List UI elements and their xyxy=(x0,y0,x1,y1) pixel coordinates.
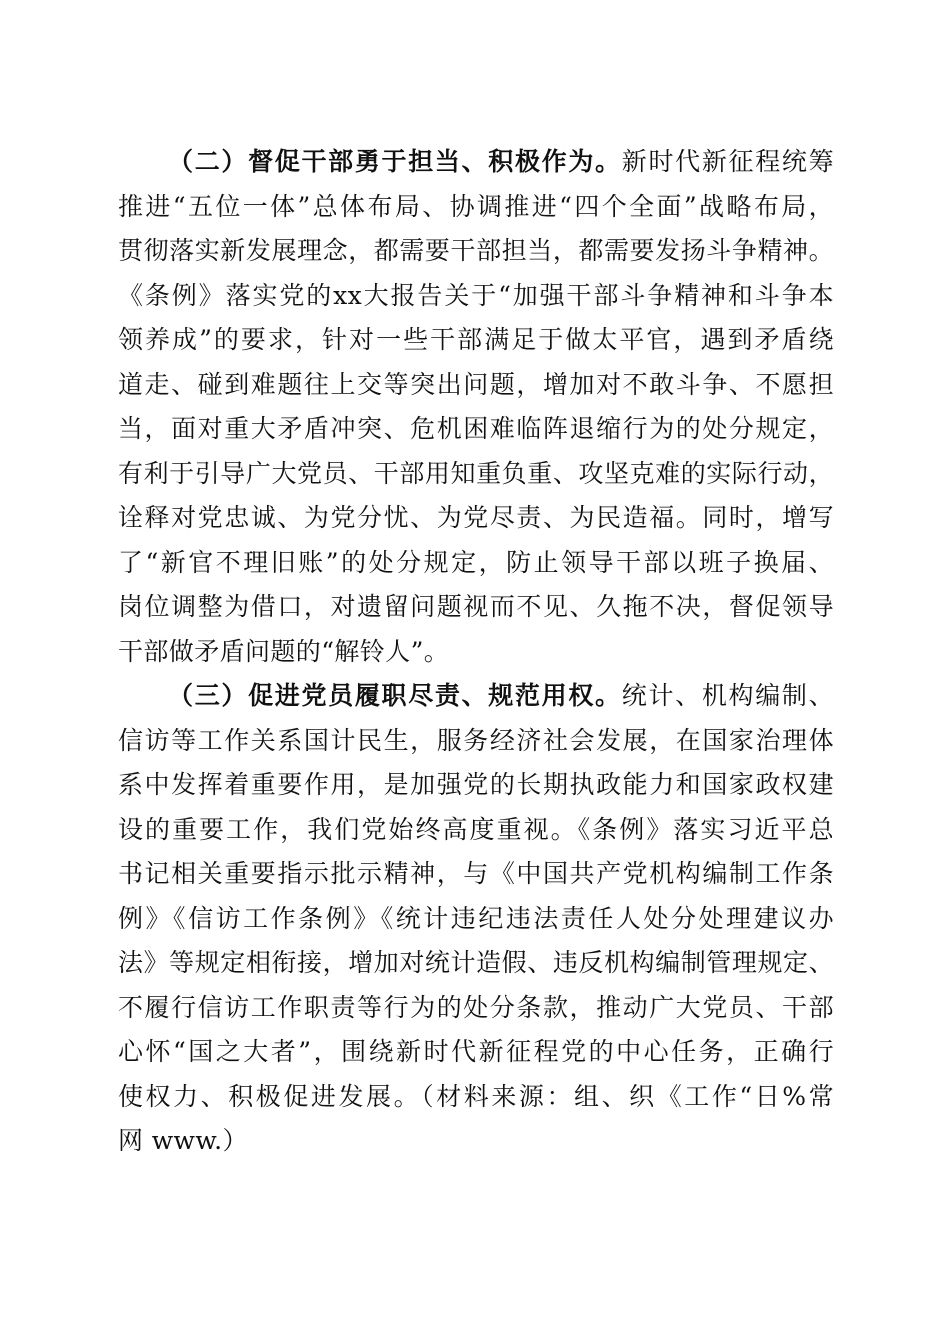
paragraph-2-line-8: 有利于引导广大党员、干部用知重负重、攻坚克难的实际行动， xyxy=(118,458,834,488)
paragraph-2-line-5: 领养成”的要求，针对一些干部满足于做太平官，遇到矛盾绕 xyxy=(118,325,834,354)
paragraph-3-line-6: 例》《信访工作条例》《统计违纪违法责任人处分处理建议办 xyxy=(118,903,834,933)
document-body xyxy=(118,140,834,1164)
paragraph-3-line-2: 信访等工作关系国计民生，服务经济社会发展，在国家治理体 xyxy=(118,725,834,755)
paragraph-3-line-11: 网 www.） xyxy=(118,1126,248,1155)
paragraph-3-line-5: 书记相关重要指示批示精神，与《中国共产党机构编制工作条 xyxy=(118,859,834,888)
paragraph-2-line-10: 了“新官不理旧账”的处分规定，防止领导干部以班子换届、 xyxy=(118,547,834,577)
paragraph-2-line-9: 诠释对党忠诚、为党分忧、为党尽责、为民造福。同时，增写 xyxy=(118,503,834,532)
paragraph-2-line-11: 岗位调整为借口，对遗留问题视而不见、久拖不决，督促领导 xyxy=(118,592,834,621)
paragraph-2-line-6: 道走、碰到难题往上交等突出问题，增加对不敢斗争、不愿担 xyxy=(118,369,834,399)
paragraph-2-line-12: 干部做矛盾问题的“解铃人”。 xyxy=(118,636,450,666)
paragraph-3-heading: （三）促进党员履职尽责、规范用权。 xyxy=(168,681,622,710)
paragraph-3-line-1: 统计、机构编制、 xyxy=(621,681,834,710)
paragraph-3-line-10: 使权力、积极促进发展。（材料来源：组、织《工作“日%常 xyxy=(118,1081,834,1111)
paragraph-2-first-line xyxy=(118,140,834,185)
paragraph-3-first-line xyxy=(118,674,834,719)
paragraph-2-line-3: 贯彻落实新发展理念，都需要干部担当，都需要发扬斗争精神。 xyxy=(118,236,834,265)
paragraph-3-line-9: 心怀“国之大者”，围绕新时代新征程党的中心任务，正确行 xyxy=(118,1037,834,1066)
paragraph-2-line-7: 当，面对重大矛盾冲突、危机困难临阵退缩行为的处分规定， xyxy=(118,414,834,443)
paragraph-2-heading: （二）督促干部勇于担当、积极作为。 xyxy=(168,147,622,176)
paragraph-2-line-1: 新时代新征程统筹 xyxy=(621,147,834,176)
paragraph-2-line-4: 《条例》落实党的xx大报告关于“加强干部斗争精神和斗争本 xyxy=(118,280,834,310)
paragraph-3-line-3: 系中发挥着重要作用，是加强党的长期执政能力和国家政权建 xyxy=(118,770,834,799)
paragraph-3-line-4: 设的重要工作，我们党始终高度重视。《条例》落实习近平总 xyxy=(118,814,834,844)
paragraph-3-line-7: 法》等规定相衔接，增加对统计造假、违反机构编制管理规定、 xyxy=(118,948,834,977)
paragraph-2-line-2: 推进“五位一体”总体布局、协调推进“四个全面”战略布局， xyxy=(118,191,834,221)
paragraph-3-line-8: 不履行信访工作职责等行为的处分条款，推动广大党员、干部 xyxy=(118,992,834,1022)
